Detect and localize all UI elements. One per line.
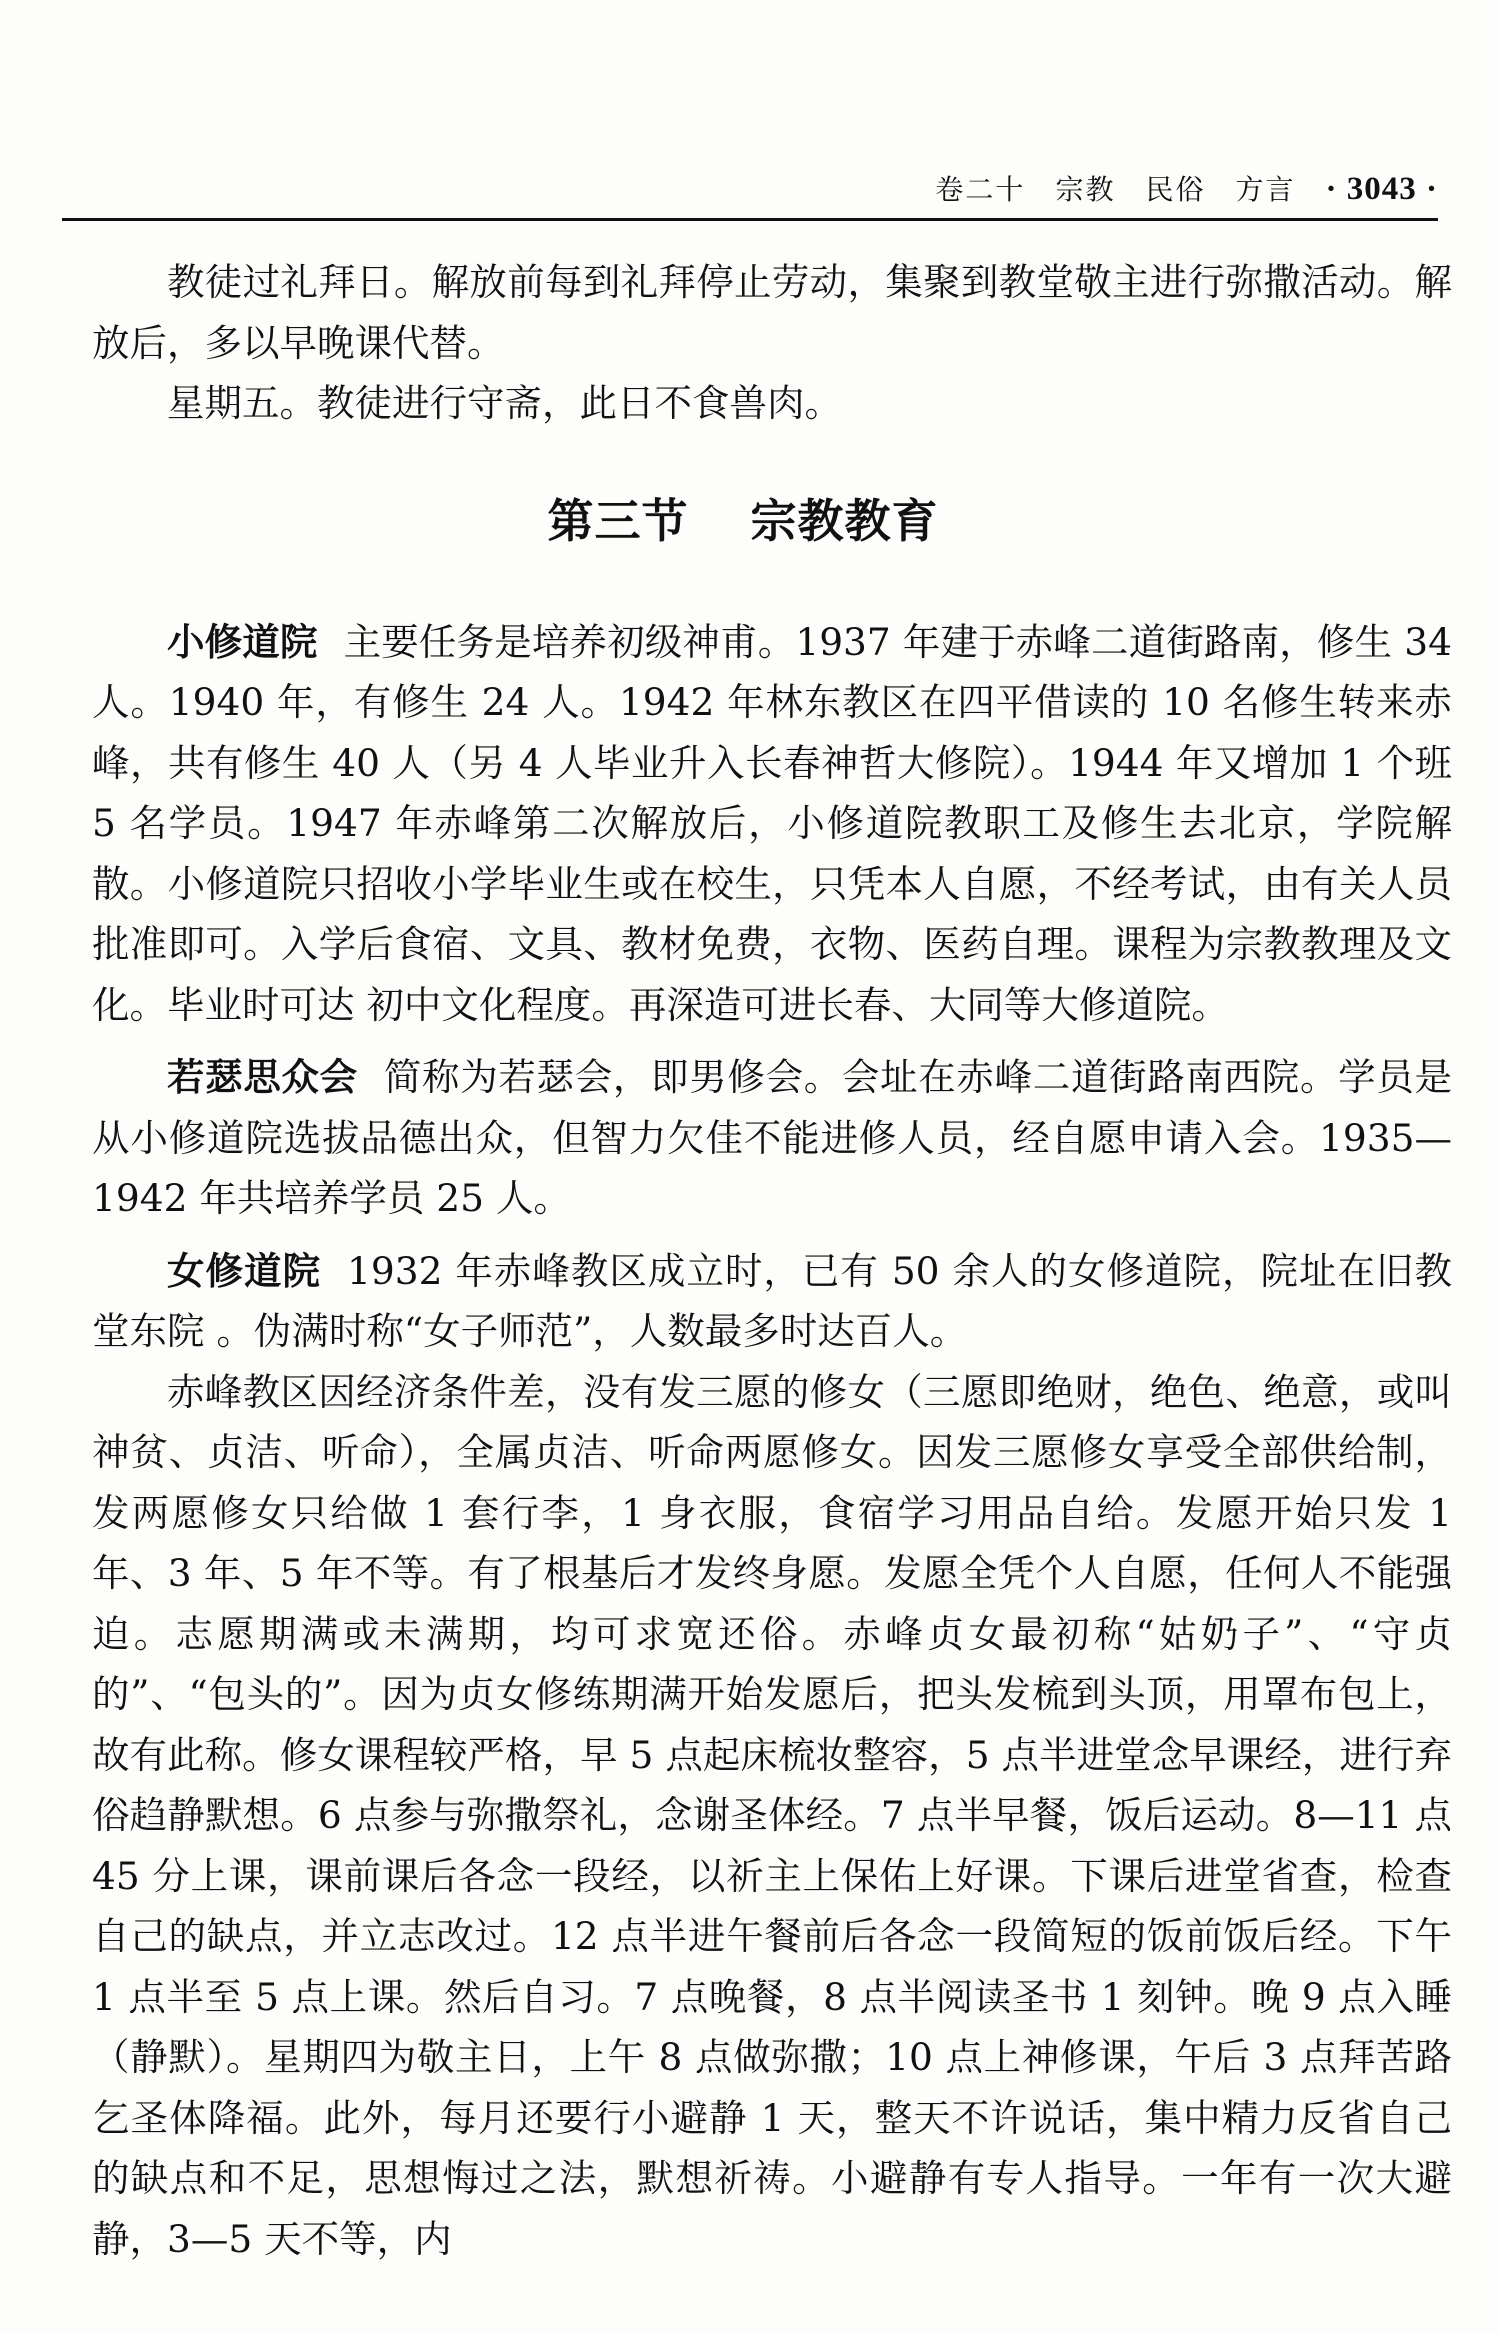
page-number: · 3043 · (1325, 171, 1438, 207)
section-title: 宗教教育 (750, 493, 939, 548)
entry-term: 若瑟思众会 (167, 1055, 358, 1099)
entry-term: 小修道院 (167, 619, 318, 664)
entry-text: 主要任务是培养初级神甫。1937 年建于赤峰二道街路南，修生 34 人。1940 年，有修生 24 人。1942 年林东教区在四平借读的 10 名修生转来赤峰，共有修生 40 人（另 4 人毕业升入长春神哲大修院）。1944 年又增加 1 个班 5 名学员。1947 年赤峰第二次解放后，小修道院教职工及修生去北京，学院解散。小修道院只招收小学毕业生或在校生，只凭本人自愿，不经考试，由有关人员批准即可。入学后食宿、文具、教材免费，衣物、医药自理。课程为宗教教理及文化。毕业时可达 初中文化程度。再深造可进长春、大同等大修道院。 (92, 619, 1453, 1027)
entry-paragraph (92, 1047, 1452, 1229)
topic-folk-customs: 民俗 (1145, 173, 1206, 206)
entry-text: 1932 年赤峰教区成立时，已有 50 余人的女修道院，院址在旧教堂东院 。伪满时称“女子师范”，人数最多时达百人。 (92, 1248, 1452, 1353)
running-header (150, 168, 1438, 218)
header-rule (62, 218, 1438, 221)
paragraph: 赤峰教区因经济条件差，没有发三愿的修女（三愿即绝财，绝色、绝意，或叫神贫、贞洁、听命），全属贞洁、听命两愿修女。因发三愿修女享受全部供给制，发两愿修女只给做 1 套行李，1 身衣服，食宿学习用品自给。发愿开始只发 1 年、3 年、5 年不等。有了根基后才发终身愿。发愿全凭个人自愿，任何人不能强迫。志愿期满或未满期，均可求宽还俗。赤峰贞女最初称“姑奶子”、“守贞的”、“包头的”。因为贞女修练期满开始发愿后，把头发梳到头顶，用罩布包上，故有此称。修女课程较严格，早 5 点起床梳妆整容，5 点半进堂念早课经，进行弃俗趋静默想。6 点参与弥撒祭礼，念谢圣体经。7 点半早餐，饭后运动。8—11 点 45 分上课，课前课后各念一段经，以祈主上保佑上好课。下课后进堂省查，检查自己的缺点，并立志改过。12 点半进午餐前后各念一段简短的饭前饭后经。下午 1 点半至 5 点上课。然后自习。7 点晚餐，8 点半阅读圣书 1 刻钟。晚 9 点入睡（静默）。星期四为敬主日，上午 8 点做弥撒；10 点上神修课，午后 3 点拜苦路乞圣体降福。此外，每月还要行小避静 1 天，整天不许说话，集中精力反省自己的缺点和不足，思想悔过之法，默想祈祷。小避静有专人指导。一年有一次大避静，3—5 天不等，内 (92, 1369, 1452, 2261)
body-text (92, 252, 1452, 2269)
entry-term: 女修道院 (167, 1248, 322, 1293)
paragraph: 教徒过礼拜日。解放前每到礼拜停止劳动，集聚到教堂敬主进行弥撒活动。解放后，多以早晚课代替。 (92, 260, 1452, 365)
entry-text: 简称为若瑟会，即男修会。会址在赤峰二道街路南西院。学员是从小修道院选拔品德出众，但智力欠佳不能进修人员，经自愿申请入会。1935—1942 年共培养学员 25 人。 (92, 1055, 1452, 1220)
entry-paragraph (92, 1241, 1452, 1362)
section-heading (92, 486, 1452, 556)
entry-paragraph (92, 612, 1452, 1036)
section-number: 第三节 (547, 493, 689, 548)
volume-label: 卷二十 (935, 173, 1026, 206)
paragraph: 星期五。教徒进行守斋，此日不食兽肉。 (167, 381, 842, 425)
topic-religion: 宗教 (1055, 173, 1116, 206)
topic-dialect: 方言 (1235, 173, 1296, 206)
